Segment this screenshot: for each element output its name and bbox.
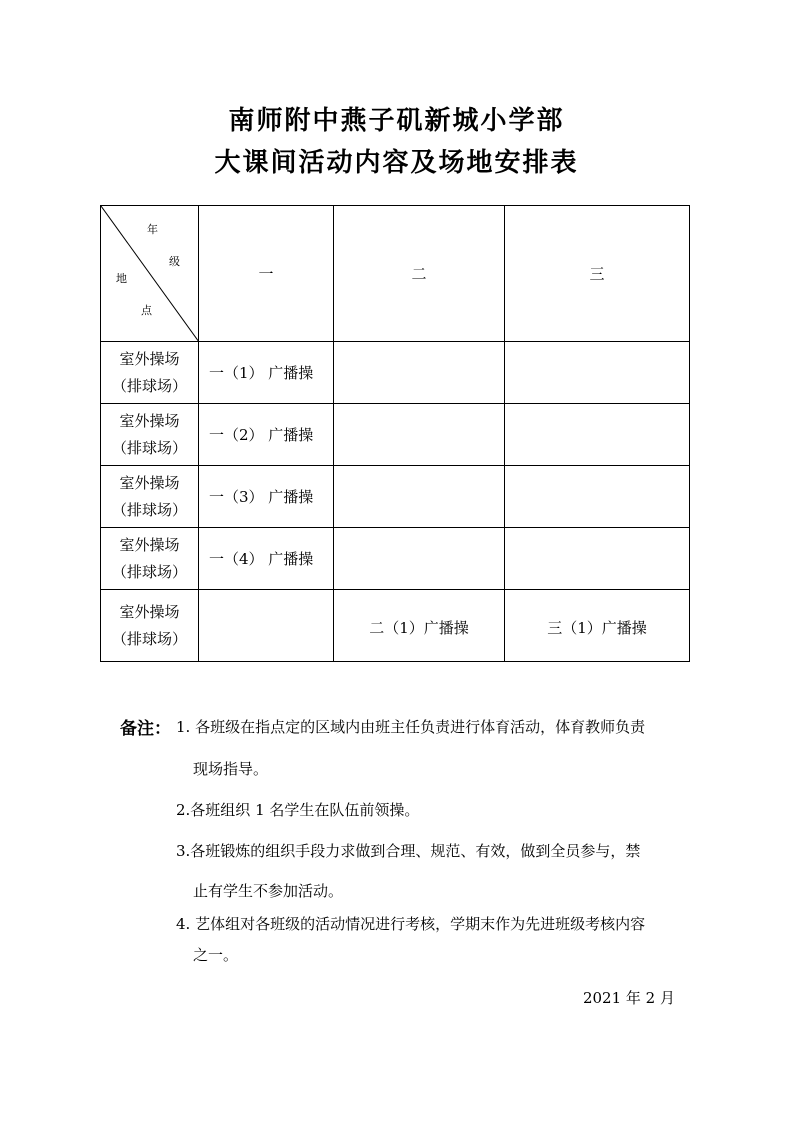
page-title-line2: 大课间活动内容及场地安排表 [214, 148, 579, 178]
corner-place-char-1: 地 [116, 272, 127, 285]
grade2-cell [334, 466, 505, 528]
location-detail: （排球场） [111, 500, 187, 519]
grade2-cell [334, 404, 505, 466]
location-name: 室外操场 [119, 602, 180, 621]
location-cell [101, 528, 199, 590]
location-cell [101, 466, 199, 528]
note-item-1-cont: 现场指导。 [193, 760, 269, 778]
notes-label: 备注： [120, 719, 171, 739]
grade1-cell: 一（2） 广播操 [199, 404, 334, 466]
corner-grade-char-2: 级 [169, 255, 180, 268]
table-row [101, 342, 690, 404]
page-title-line1: 南师附中燕子矶新城小学部 [228, 106, 565, 136]
table-row [101, 590, 690, 662]
grade1-cell: 一（4） 广播操 [199, 528, 334, 590]
grade2-cell [334, 342, 505, 404]
location-detail: （排球场） [111, 438, 187, 457]
note-item-3-cont: 止有学生不参加活动。 [193, 882, 344, 900]
date-line: 2021 年 2 月 [582, 989, 675, 1007]
grade3-cell [505, 466, 690, 528]
note-item-1: 1. 各班级在指点定的区域内由班主任负责进行体育活动，体育教师负责 [176, 718, 646, 736]
location-cell [101, 342, 199, 404]
table-row [101, 466, 690, 528]
grade1-cell: 一（1） 广播操 [199, 342, 334, 404]
corner-place-char-2: 点 [141, 304, 152, 317]
grade3-cell: 三（1）广播操 [505, 590, 690, 662]
location-name: 室外操场 [119, 473, 180, 492]
location-name: 室外操场 [119, 535, 180, 554]
table-row [101, 404, 690, 466]
grade3-cell [505, 528, 690, 590]
schedule-table [100, 205, 690, 662]
location-detail: （排球场） [111, 629, 187, 648]
note-item-4-cont: 之一。 [193, 946, 239, 964]
location-cell [101, 404, 199, 466]
corner-header-cell [101, 206, 199, 342]
grade1-cell [199, 590, 334, 662]
note-item-3: 3.各班锻炼的组织手段力求做到合理、规范、有效，做到全员参与，禁 [176, 842, 641, 860]
note-item-4: 4. 艺体组对各班级的活动情况进行考核，学期末作为先进班级考核内容 [176, 915, 646, 933]
location-name: 室外操场 [119, 349, 180, 368]
table-row [101, 528, 690, 590]
grade3-cell [505, 404, 690, 466]
grade2-cell [334, 528, 505, 590]
corner-grade-char-1: 年 [147, 223, 158, 236]
location-cell [101, 590, 199, 662]
location-detail: （排球场） [111, 562, 187, 581]
grade-header-3: 三 [505, 206, 690, 342]
location-detail: （排球场） [111, 376, 187, 395]
note-item-2: 2.各班组织 1 名学生在队伍前领操。 [176, 801, 420, 819]
grade-header-1: 一 [199, 206, 334, 342]
grade2-cell: 二（1）广播操 [334, 590, 505, 662]
table-header-row [101, 206, 690, 342]
grade-header-2: 二 [334, 206, 505, 342]
grade1-cell: 一（3） 广播操 [199, 466, 334, 528]
grade3-cell [505, 342, 690, 404]
location-name: 室外操场 [119, 411, 180, 430]
